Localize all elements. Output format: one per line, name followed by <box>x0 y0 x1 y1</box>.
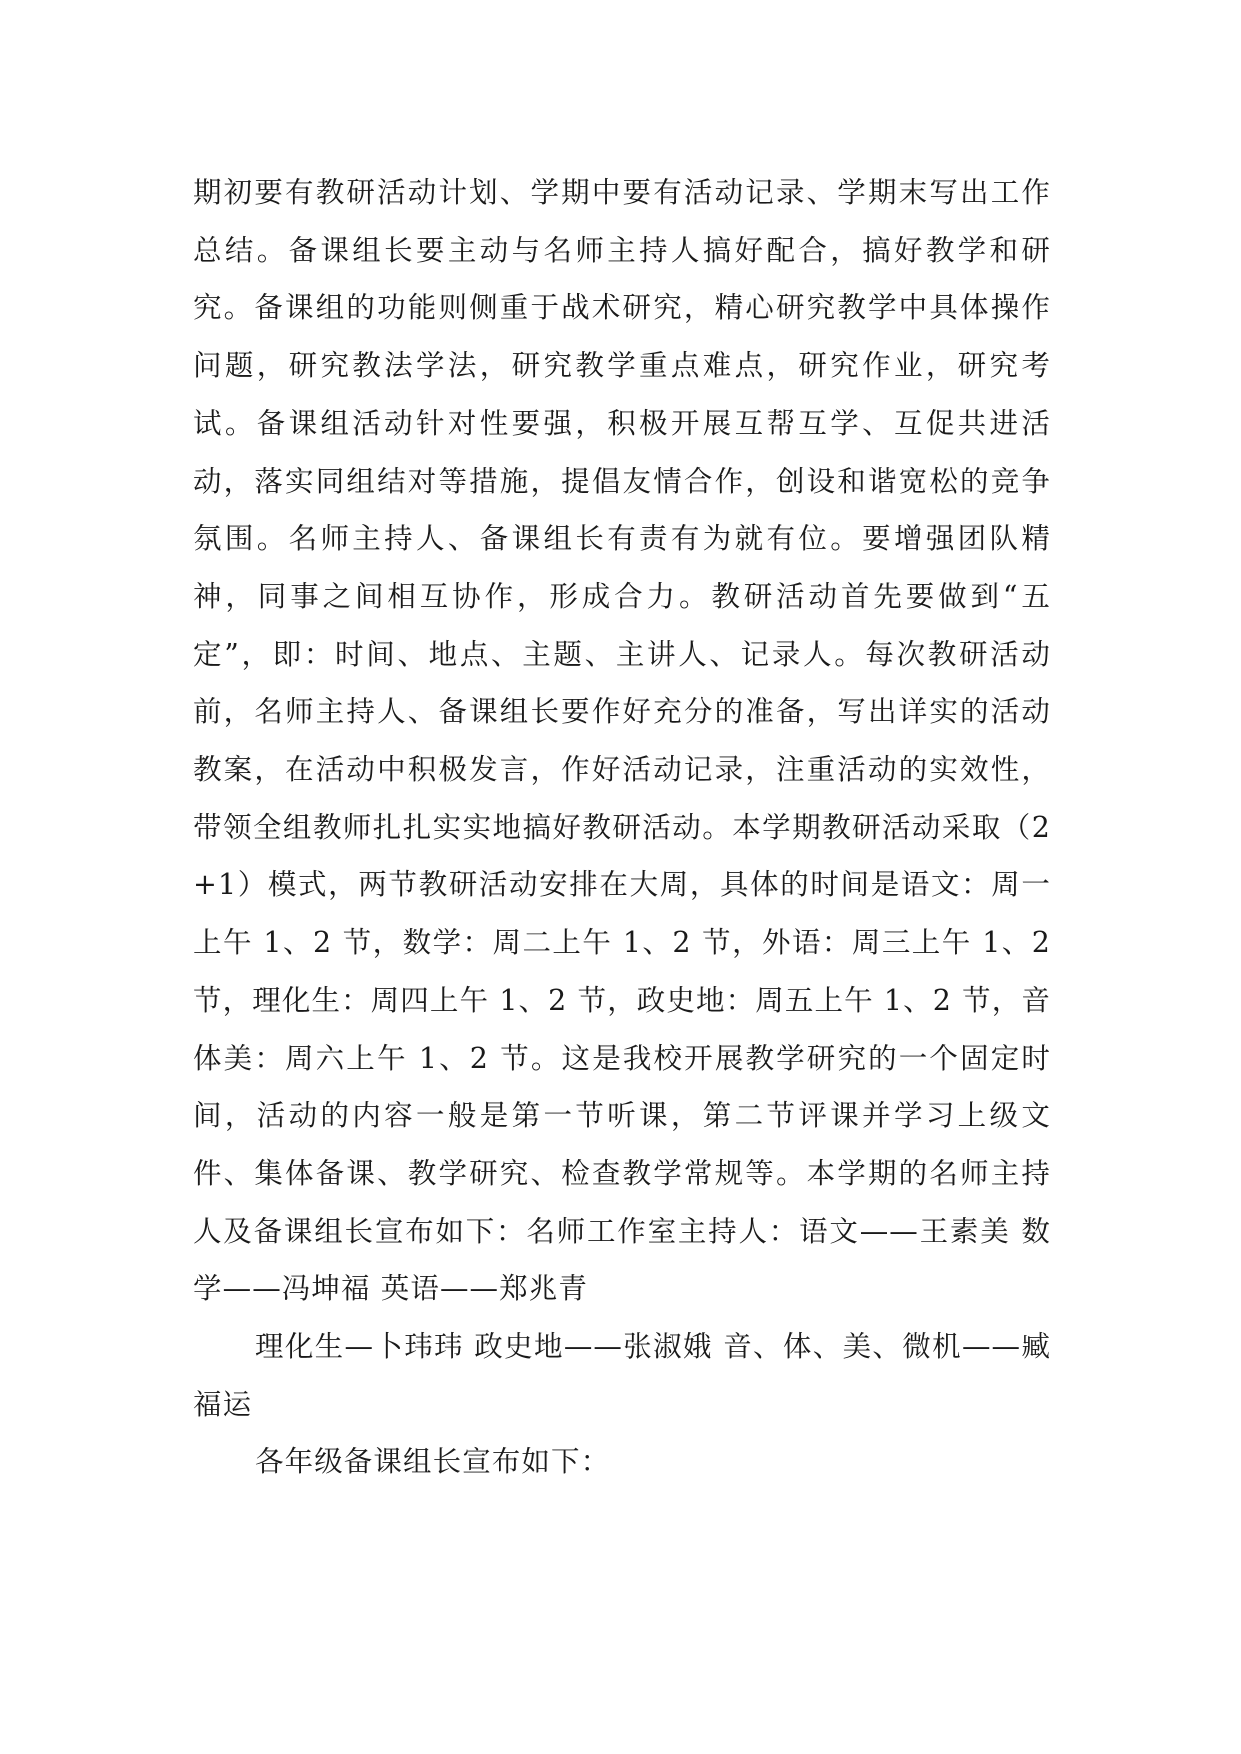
paragraph-subject-leaders: 理化生—卜玮玮 政史地——张淑娥 音、体、美、微机——臧福运 <box>193 1330 1051 1421</box>
paragraph-teaching-research-plan: 期初要有教研活动计划、学期中要有活动记录、学期末写出工作总结。备课组长要主动与名师主持人搞好配合，搞好教学和研究。备课组的功能则侧重于战术研究，精心研究教学中具体操作问题，研究教法学法，研究教学重点难点，研究作业，研究考试。备课组活动针对性要强，积极开展互帮互学、互促共进活动，落实同组结对等措施，提倡友情合作，创设和谐宽松的竞争氛围。名师主持人、备课组长有责有为就有位。要增强团队精神，同事之间相互协作，形成合力。教研活动首先要做到“五定”，即：时间、地点、主题、主讲人、记录人。每次教研活动前，名师主持人、备课组长要作好充分的准备，写出详实的活动教案，在活动中积极发言，作好活动记录，注重活动的实效性，带领全组教师扎扎实实地搞好教研活动。本学期教研活动采取（2+1）模式，两节教研活动安排在大周，具体的时间是语文：周一上午 1、2 节，数学：周二上午 1、2 节，外语：周三上午 1、2 节，理化生：周四上午 1、2 节，政史地：周五上午 1、2 节，音体美：周六上午 1、2 节。这是我校开展教学研究的一个固定时间，活动的内容一般是第一节听课，第二节评课并学习上级文件、集体备课、教学研究、检查教学常规等。本学期的名师主持人及备课组长宣布如下：名师工作室主持人：语文——王素美 数学——冯坤福 英语——郑兆青 <box>193 176 1051 1306</box>
paragraph-grade-leaders-heading: 各年级备课组长宣布如下： <box>255 1445 611 1479</box>
document-body <box>193 164 1051 1491</box>
